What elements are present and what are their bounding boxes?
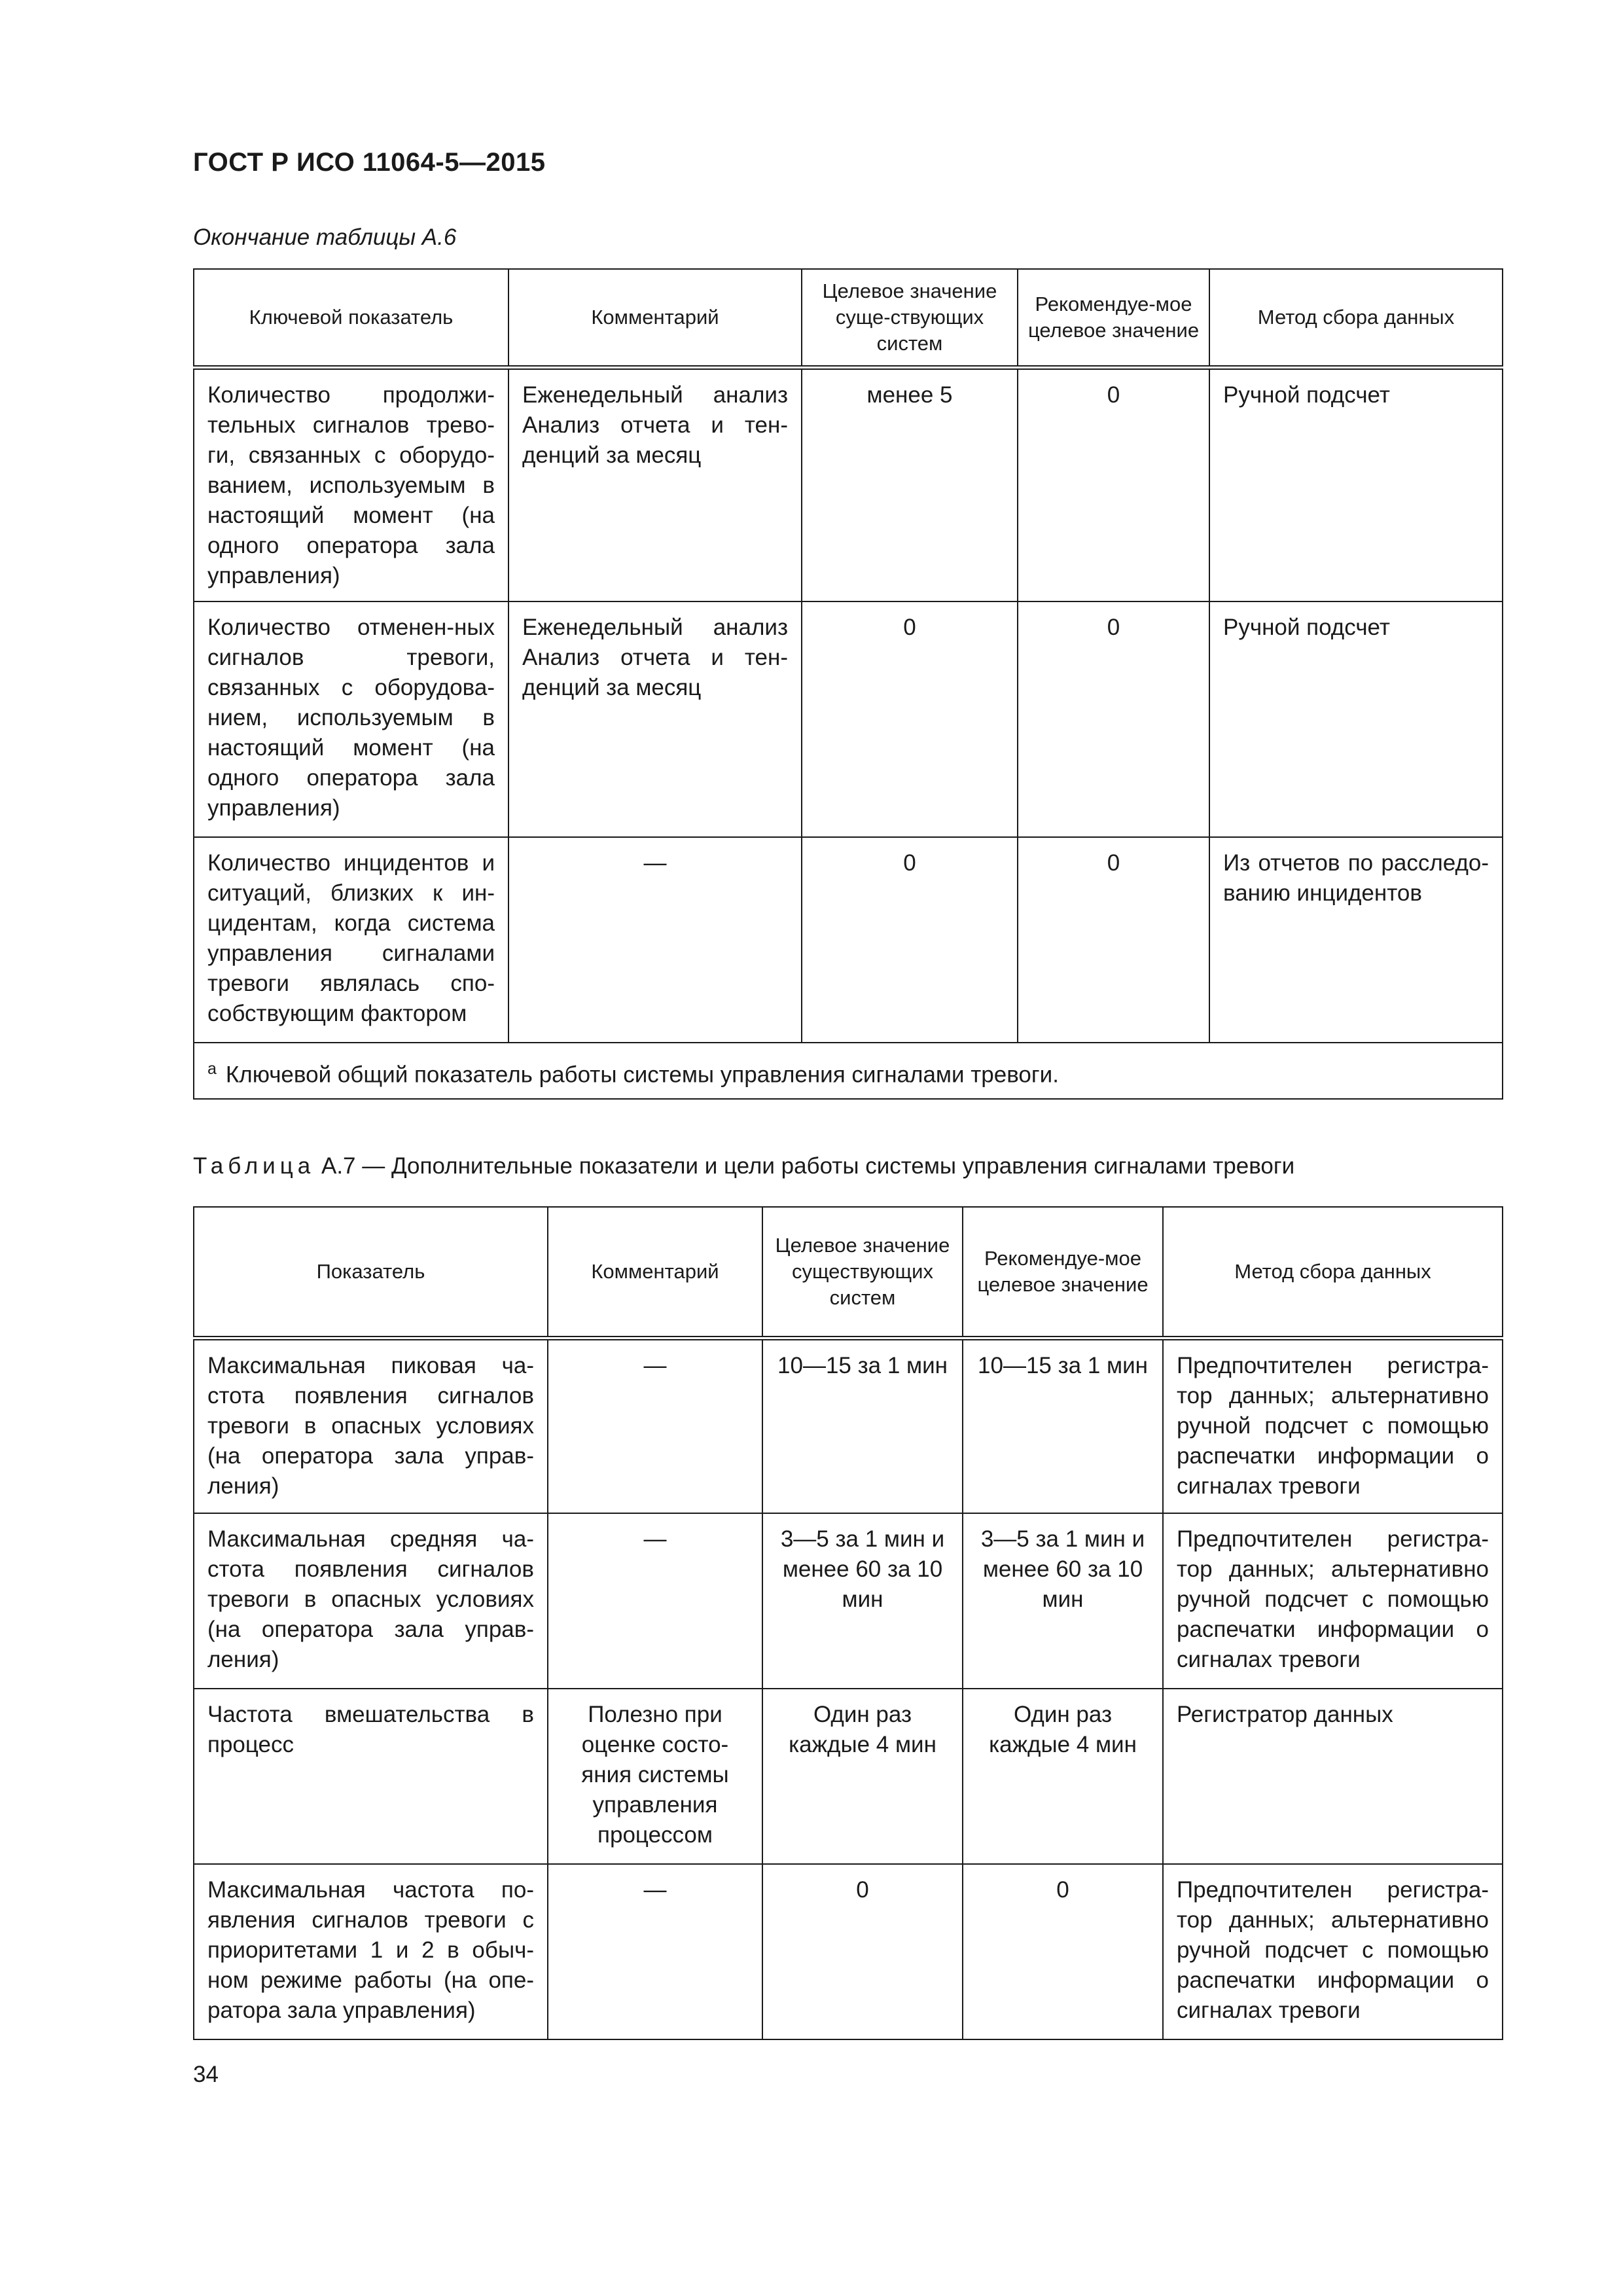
table-header-row — [194, 269, 1503, 367]
indicator-cell: Количество инцидентов и ситуаций, близких к ин-цидентам, когда система управления сигналами тревоги являлась спо-собствующим фактором — [194, 837, 508, 1043]
indicator-cell: Максимальная частота по-явления сигналов тревоги с приоритетами 1 и 2 в обыч-ном режиме работы (на опе-ратора зала управления) — [194, 1864, 548, 2039]
column-header-target: Целевое значение существующих систем — [762, 1207, 963, 1338]
footnote-marker: a — [207, 1060, 217, 1078]
method-cell: Предпочтителен регистра-тор данных; альтернативно ручной подсчет с помощью распечатки информации о сигналах тревоги — [1163, 1338, 1503, 1513]
column-header-recommended: Рекомендуе-мое целевое значение — [1018, 269, 1209, 367]
table-row — [194, 1689, 1503, 1864]
method-cell: Регистратор данных — [1163, 1689, 1503, 1864]
method-cell: Предпочтителен регистра-тор данных; альтернативно ручной подсчет с помощью распечатки информации о сигналах тревоги — [1163, 1864, 1503, 2039]
table-a7 — [193, 1206, 1503, 2040]
method-cell: Из отчетов по расследо-ванию инцидентов — [1209, 837, 1503, 1043]
target-cell: 3—5 за 1 мин и менее 60 за 10 мин — [762, 1513, 963, 1689]
column-header-comment: Комментарий — [548, 1207, 762, 1338]
target-cell: 0 — [802, 601, 1018, 837]
target-cell: 10—15 за 1 мин — [762, 1338, 963, 1513]
recommended-cell: 3—5 за 1 мин и менее 60 за 10 мин — [963, 1513, 1163, 1689]
method-cell: Ручной подсчет — [1209, 367, 1503, 601]
recommended-cell: 10—15 за 1 мин — [963, 1338, 1163, 1513]
indicator-cell: Частота вмешательства в процесс — [194, 1689, 548, 1864]
recommended-cell: 0 — [1018, 601, 1209, 837]
comment-cell: Еженедельный анализ Анализ отчета и тен-денций за месяц — [508, 601, 802, 837]
indicator-cell: Максимальная средняя ча-стота появления сигналов тревоги в опасных условиях (на оператора зала управ-ления) — [194, 1513, 548, 1689]
table-a6-caption: Окончание таблицы А.6 — [193, 224, 457, 250]
method-cell: Ручной подсчет — [1209, 601, 1503, 837]
table-row — [194, 601, 1503, 837]
column-header-indicator: Ключевой показатель — [194, 269, 508, 367]
footnote-text: Ключевой общий показатель работы системы управления сигналами тревоги. — [225, 1062, 1059, 1088]
table-a7-caption-text: А.7 — Дополнительные показатели и цели работы системы управления сигналами тревоги — [321, 1153, 1295, 1179]
indicator-cell: Максимальная пиковая ча-стота появления сигналов тревоги в опасных условиях (на оператора зала управ-ления) — [194, 1338, 548, 1513]
target-cell: 0 — [802, 837, 1018, 1043]
column-header-comment: Комментарий — [508, 269, 802, 367]
table-a6 — [193, 268, 1503, 1100]
column-header-indicator: Показатель — [194, 1207, 548, 1338]
footnote-row — [194, 1043, 1503, 1099]
page-number: 34 — [193, 2062, 219, 2087]
comment-cell: Полезно при оценке состо-яния системы управления процессом — [548, 1689, 762, 1864]
column-header-method: Метод сбора данных — [1163, 1207, 1503, 1338]
table-a7-caption-label: Таблица — [193, 1153, 315, 1179]
comment-cell: — — [548, 1864, 762, 2039]
target-cell: Один раз каждые 4 мин — [762, 1689, 963, 1864]
table-footnote — [194, 1043, 1503, 1099]
target-cell: 0 — [762, 1864, 963, 2039]
indicator-cell: Количество отменен-ных сигналов тревоги, связанных с оборудова-нием, используемым в настоящий момент (на одного оператора зала управления) — [194, 601, 508, 837]
table-row — [194, 1864, 1503, 2039]
indicator-cell: Количество продолжи-тельных сигналов трево-ги, связанных с оборудо-ванием, используемым в настоящий момент (на одного оператора зала управления) — [194, 367, 508, 601]
table-row — [194, 1513, 1503, 1689]
column-header-method: Метод сбора данных — [1209, 269, 1503, 367]
comment-cell: Еженедельный анализ Анализ отчета и тен-денций за месяц — [508, 367, 802, 601]
recommended-cell: 0 — [1018, 837, 1209, 1043]
table-row — [194, 367, 1503, 601]
table-a7-caption — [193, 1153, 1294, 1179]
table-header-row — [194, 1207, 1503, 1338]
recommended-cell: 0 — [1018, 367, 1209, 601]
column-header-target: Целевое значение суще-ствующих систем — [802, 269, 1018, 367]
document-title: ГОСТ Р ИСО 11064-5—2015 — [193, 148, 546, 177]
comment-cell: — — [548, 1338, 762, 1513]
recommended-cell: 0 — [963, 1864, 1163, 2039]
method-cell: Предпочтителен регистра-тор данных; альтернативно ручной подсчет с помощью распечатки информации о сигналах тревоги — [1163, 1513, 1503, 1689]
table-row — [194, 837, 1503, 1043]
recommended-cell: Один раз каждые 4 мин — [963, 1689, 1163, 1864]
target-cell: менее 5 — [802, 367, 1018, 601]
table-row — [194, 1338, 1503, 1513]
column-header-recommended: Рекомендуе-мое целевое значение — [963, 1207, 1163, 1338]
comment-cell: — — [508, 837, 802, 1043]
comment-cell: — — [548, 1513, 762, 1689]
